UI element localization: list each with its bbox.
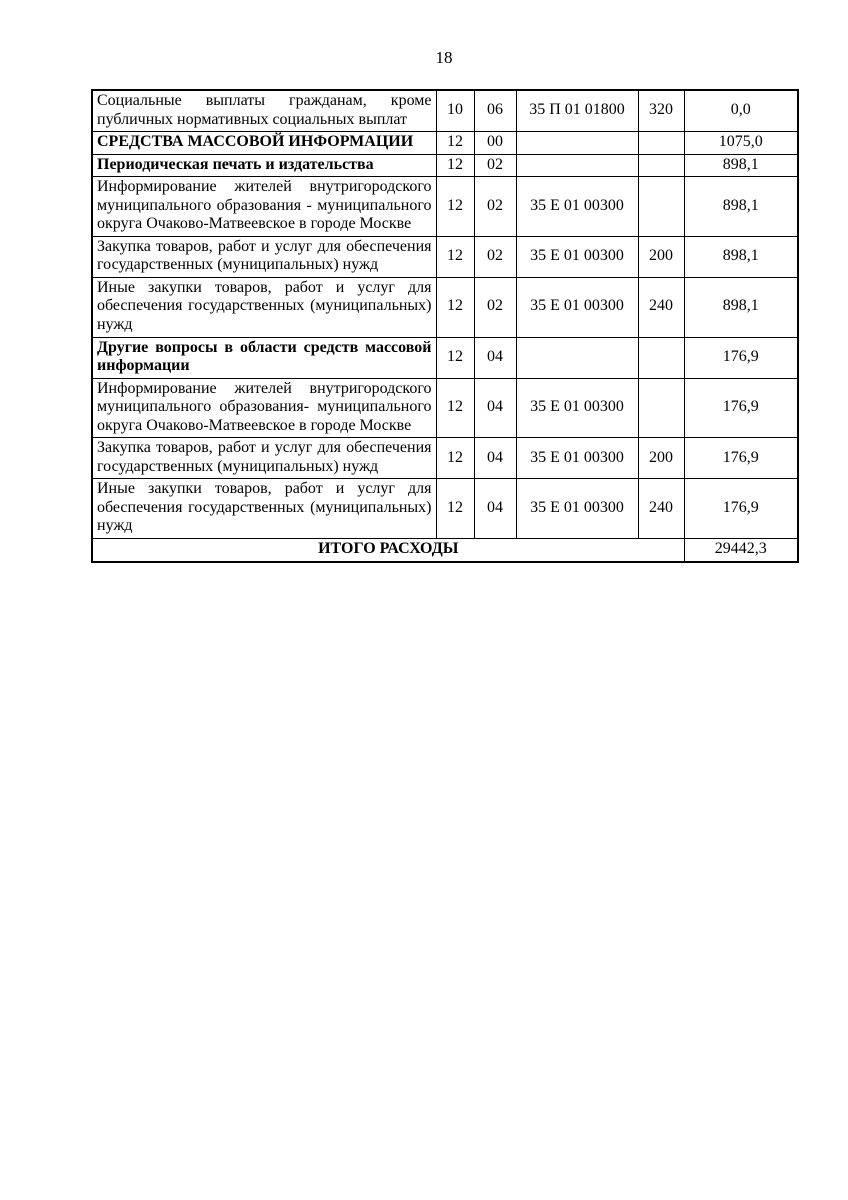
podrazdel-code: 04: [474, 378, 516, 438]
amount-value: 0,0: [684, 90, 798, 132]
table-row: [92, 337, 798, 378]
table-row: [92, 277, 798, 337]
total-row: [92, 539, 798, 562]
razdel-code: 10: [436, 90, 474, 132]
razdel-code: 12: [436, 177, 474, 237]
table-row: [92, 479, 798, 539]
csr-code: 35 Е 01 00300: [516, 378, 638, 438]
table-row: [92, 438, 798, 479]
csr-code: 35 Е 01 00300: [516, 479, 638, 539]
vr-code: 200: [638, 438, 684, 479]
expense-name: Информирование жителей внутригородского муниципального образования - муниципального округа Очаково-Матвеевское в городе Москве: [92, 177, 436, 237]
budget-expenditure-table: [91, 89, 799, 563]
expense-name: Периодическая печать и издательства: [92, 154, 436, 177]
razdel-code: 12: [436, 132, 474, 155]
vr-code: [638, 378, 684, 438]
csr-code: 35 Е 01 00300: [516, 236, 638, 277]
expense-name: Социальные выплаты гражданам, кроме публичных нормативных социальных выплат: [92, 90, 436, 132]
csr-code: [516, 154, 638, 177]
expense-name: Другие вопросы в области средств массовой информации: [92, 337, 436, 378]
vr-code: [638, 337, 684, 378]
table-row: [92, 132, 798, 155]
podrazdel-code: 04: [474, 479, 516, 539]
vr-code: [638, 132, 684, 155]
podrazdel-code: 06: [474, 90, 516, 132]
expense-name: Иные закупки товаров, работ и услуг для обеспечения государственных (муниципальных) нужд: [92, 479, 436, 539]
razdel-code: 12: [436, 277, 474, 337]
expense-name: Закупка товаров, работ и услуг для обеспечения государственных (муниципальных) нужд: [92, 438, 436, 479]
page-number: 18: [435, 48, 453, 67]
amount-value: 176,9: [684, 378, 798, 438]
amount-value: 176,9: [684, 438, 798, 479]
podrazdel-code: 02: [474, 154, 516, 177]
podrazdel-code: 02: [474, 236, 516, 277]
amount-value: 898,1: [684, 236, 798, 277]
podrazdel-code: 00: [474, 132, 516, 155]
vr-code: [638, 154, 684, 177]
table-row: [92, 236, 798, 277]
csr-code: [516, 337, 638, 378]
podrazdel-code: 02: [474, 277, 516, 337]
csr-code: 35 Е 01 00300: [516, 438, 638, 479]
razdel-code: 12: [436, 438, 474, 479]
csr-code: 35 П 01 01800: [516, 90, 638, 132]
expense-name: Информирование жителей внутригородского муниципального образования- муниципального округа Очаково-Матвеевское в городе Москве: [92, 378, 436, 438]
expense-name: Закупка товаров, работ и услуг для обеспечения государственных (муниципальных) нужд: [92, 236, 436, 277]
csr-code: 35 Е 01 00300: [516, 177, 638, 237]
expense-name: Иные закупки товаров, работ и услуг для обеспечения государственных (муниципальных) нужд: [92, 277, 436, 337]
razdel-code: 12: [436, 337, 474, 378]
razdel-code: 12: [436, 378, 474, 438]
expense-name: СРЕДСТВА МАССОВОЙ ИНФОРМАЦИИ: [92, 132, 436, 155]
razdel-code: 12: [436, 479, 474, 539]
amount-value: 176,9: [684, 337, 798, 378]
vr-code: 200: [638, 236, 684, 277]
vr-code: 240: [638, 277, 684, 337]
csr-code: 35 Е 01 00300: [516, 277, 638, 337]
vr-code: [638, 177, 684, 237]
total-label: ИТОГО РАСХОДЫ: [92, 539, 684, 562]
vr-code: 240: [638, 479, 684, 539]
amount-value: 176,9: [684, 479, 798, 539]
amount-value: 898,1: [684, 154, 798, 177]
csr-code: [516, 132, 638, 155]
amount-value: 898,1: [684, 177, 798, 237]
total-amount: 29442,3: [684, 539, 798, 562]
table-row: [92, 378, 798, 438]
podrazdel-code: 04: [474, 337, 516, 378]
razdel-code: 12: [436, 236, 474, 277]
amount-value: 1075,0: [684, 132, 798, 155]
amount-value: 898,1: [684, 277, 798, 337]
table-row: [92, 154, 798, 177]
table-row: [92, 90, 798, 132]
table-row: [92, 177, 798, 237]
podrazdel-code: 04: [474, 438, 516, 479]
vr-code: 320: [638, 90, 684, 132]
razdel-code: 12: [436, 154, 474, 177]
podrazdel-code: 02: [474, 177, 516, 237]
